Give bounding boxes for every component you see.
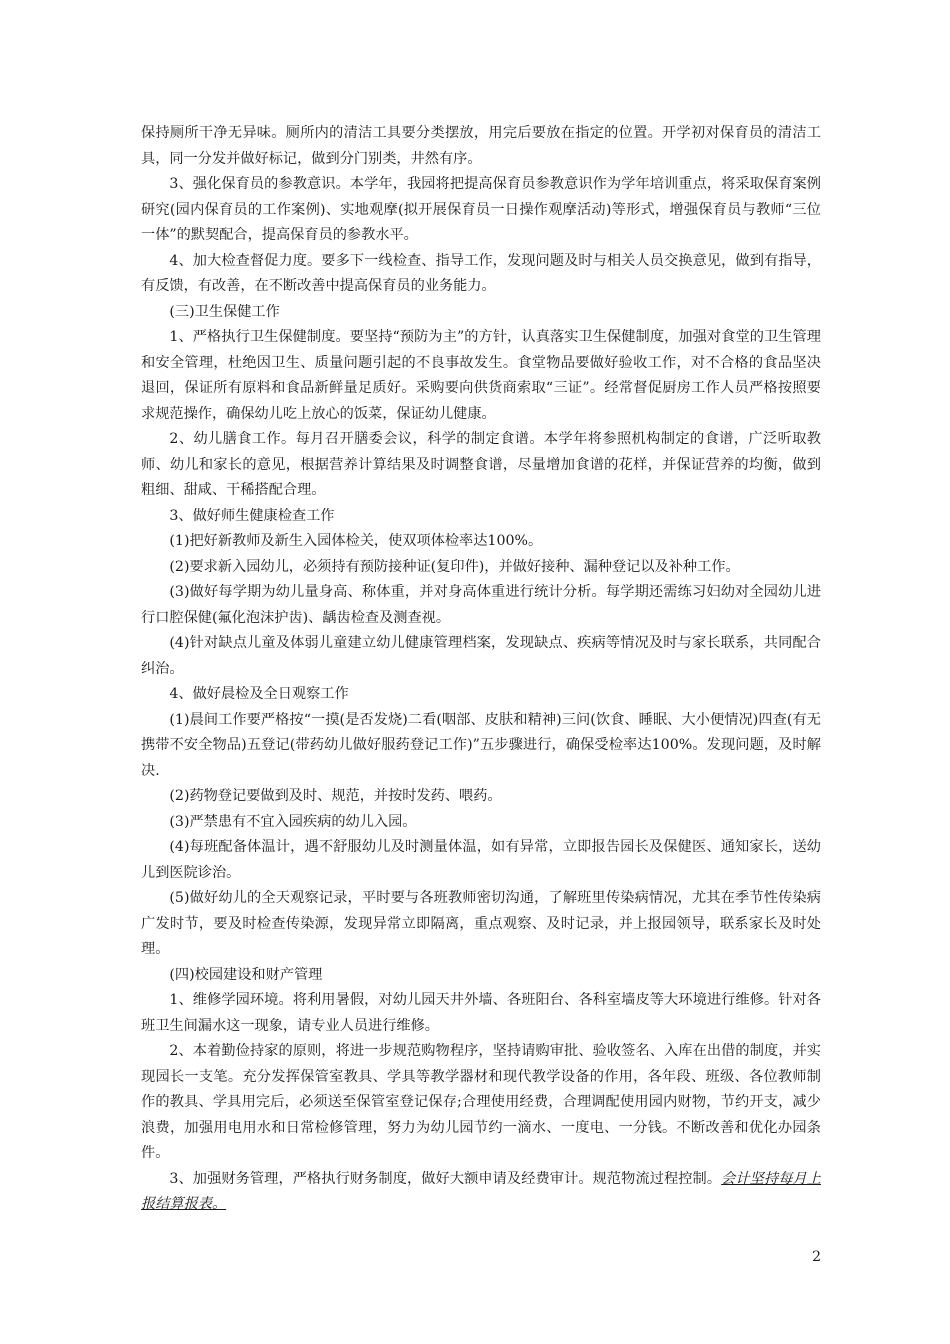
paragraph-text: 3、加强财务管理，严格执行财务制度，做好大额申请及经费审计。规范物流过程控制。 [169,1170,722,1187]
subsection-heading: 4、做好晨检及全日观察工作 [169,686,349,702]
list-item: (1)把好新教师及新生入园体检关，使双项体检率达100%。 [169,533,543,549]
paragraph: 1、维修学园环境。将利用暑假，对幼儿园天井外墙、各班阳台、各科室墙皮等大环境进行维修。针对各班卫生间漏水这一现象，请专业人员进行维修。 [141,992,821,1034]
list-item: (4)针对缺点儿童及体弱儿童建立幼儿健康管理档案，发现缺点、疾病等情况及时与家长联系，共同配合纠治。 [141,635,821,677]
paragraph: 1、严格执行卫生保健制度。要坚持“预防为主”的方针，认真落实卫生保健制度，加强对食堂的卫生管理和安全管理，杜绝因卫生、质量问题引起的不良事故发生。食堂物品要做好验收工作，对不合格的食品坚决退回，保证所有原料和食品新鲜量足质好。采购要向供货商索取“三证”。经常督促厨房工作人员严格按照要求规范操作，确保幼儿吃上放心的饭菜，保证幼儿健康。 [141,329,821,422]
list-item: (1)晨间工作要严格按“一摸(是否发烧)二看(咽部、皮肤和精神)三问(饮食、睡眠、大小便情况)四查(有无携带不安全物品)五登记(带药幼儿做好服药登记工作)”五步骤进行，确保受检率达100%。发现问题，及时解决. [141,711,821,779]
subsection-heading: 3、做好师生健康检查工作 [169,507,335,524]
paragraph: 3、强化保育员的参教意识。本学年，我园将把提高保育员参教意识作为学年培训重点，将采取保育案例研究(园内保育员的工作案例)、实地观摩(拟开展保育员一日操作观摩活动)等形式，增强保育员与教师“三位一体”的默契配合，提高保育员的参教水平。 [141,176,821,243]
list-item: (5)做好幼儿的全天观察记录，平时要与各班教师密切沟通，了解班里传染病情况，尤其在季节性传染病广发时节，要及时检查传染源，发现异常立即隔离，重点观察、及时记录，并上报园领导，联系家长及时处理。 [141,890,821,957]
paragraph [141,1167,821,1218]
list-item: (3)做好每学期为幼儿量身高、称体重，并对身高体重进行统计分析。每学期还需练习妇幼对全园幼儿进行口腔保健(氟化泡沫护齿)、龋齿检查及测查视。 [141,584,821,626]
section-heading: (三)卫生保健工作 [169,303,280,320]
list-item: (2)药物登记要做到及时、规范，并按时发药、喂药。 [169,788,502,804]
emphasized-text: 会计坚持每月上报结算报表。 [141,1170,821,1212]
list-item: (3)严禁患有不宜入园疾病的幼儿入园。 [169,813,417,830]
page-number: 2 [812,1249,821,1265]
document-body [141,121,821,1218]
paragraph: 2、本着勤俭持家的原则，将进一步规范购物程序，坚持请购审批、验收签名、入库在出借的制度，并实现园长一支笔。充分发挥保管室教具、学具等教学器材和现代教学设备的作用，各年段、班级、各位教师制作的教具、学具用完后，必须送至保管室登记保存;合理使用经费，合理调配使用园内财物，节约开支，减少浪费，加强用电用水和日常检修管理，努力为幼儿园节约一滴水、一度电、一分钱。不断改善和优化办园条件。 [141,1043,821,1161]
list-item: (4)每班配备体温计，遇不舒服幼儿及时测量体温，如有异常，立即报告园长及保健医、通知家长，送幼儿到医院诊治。 [141,839,821,881]
list-item: (2)要求新入园幼儿，必须持有预防接种证(复印件)，并做好接种、漏种登记以及补种工作。 [169,558,740,575]
paragraph: 保持厕所干净无异味。厕所内的清洁工具要分类摆放，用完后要放在指定的位置。开学初对保育员的清洁工具，同一分发并做好标记，做到分门别类，井然有序。 [141,125,821,167]
section-heading: (四)校园建设和财产管理 [169,966,323,983]
paragraph: 2、幼儿膳食工作。每月召开膳委会议，科学的制定食谱。本学年将参照机构制定的食谱，广泛听取教师、幼儿和家长的意见，根据营养计算结果及时调整食谱，尽量增加食谱的花样，并保证营养的均衡，做到粗细、甜咸、干稀搭配合理。 [141,431,821,498]
paragraph: 4、加大检查督促力度。要多下一线检查、指导工作，发现问题及时与相关人员交换意见，做到有指导，有反馈，有改善，在不断改善中提高保育员的业务能力。 [141,252,821,294]
